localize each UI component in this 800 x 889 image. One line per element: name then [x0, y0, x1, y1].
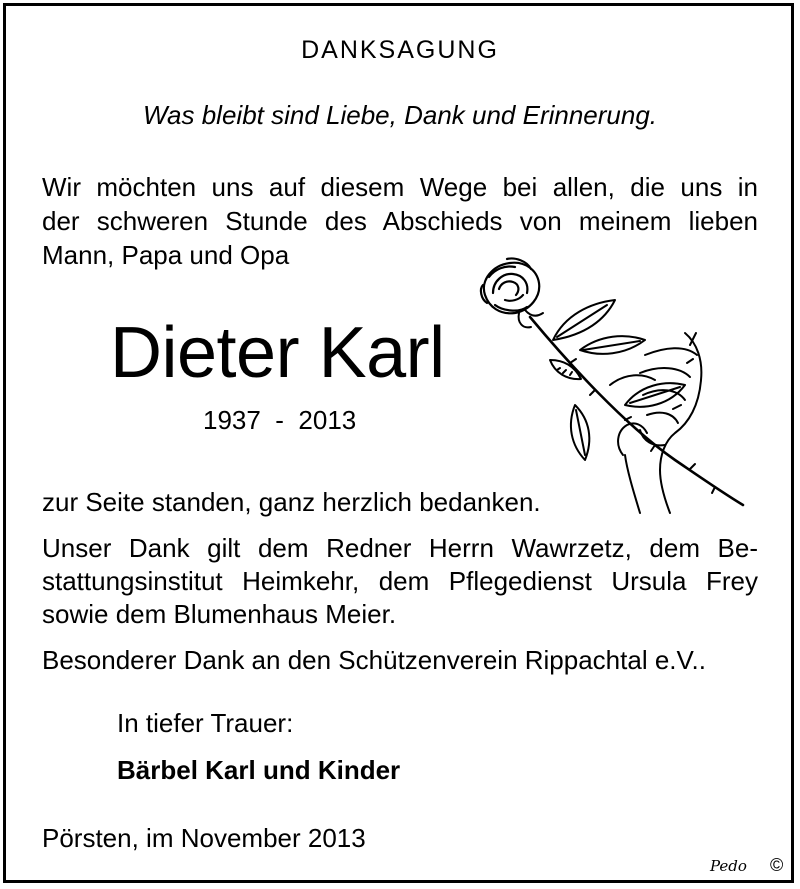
thanks-paragraph	[42, 532, 758, 631]
motto: Was bleibt sind Liebe, Dank und Erinnerung.	[142, 100, 658, 130]
intro-line: Mann, Papa und Opa	[42, 240, 290, 270]
heading: DANKSAGUNG	[301, 36, 499, 64]
after-name-text: zur Seite standen, ganz herzlich bedanken.	[42, 487, 541, 517]
place-date: Pörsten, im November 2013	[42, 823, 366, 853]
copyright-icon: ©	[770, 855, 784, 875]
thanks-line: stattungsinstitut Heimkehr, dem Pflegedienst Ursula Frey	[42, 566, 758, 596]
thanks-line: sowie dem Blumenhaus Meier.	[42, 599, 397, 629]
thanks-line: Unser Dank gilt dem Redner Herrn Wawrzetz, dem Be-	[42, 533, 758, 563]
family-signature: Bärbel Karl und Kinder	[117, 755, 401, 785]
rose-in-hand-icon	[475, 255, 750, 515]
special-thanks: Besonderer Dank an den Schützenverein Rippachtal e.V..	[42, 645, 706, 675]
intro-line: Wir möchten uns auf diesem Wege bei allen, die uns in	[42, 172, 758, 202]
life-years: 1937 - 2013	[203, 405, 357, 435]
designer-signature: Pedo	[710, 857, 747, 875]
deceased-name: Dieter Karl	[110, 313, 445, 393]
mourning-line: In tiefer Trauer:	[117, 708, 294, 738]
intro-line: der schweren Stunde des Abschieds von meinem lieben	[42, 206, 758, 236]
